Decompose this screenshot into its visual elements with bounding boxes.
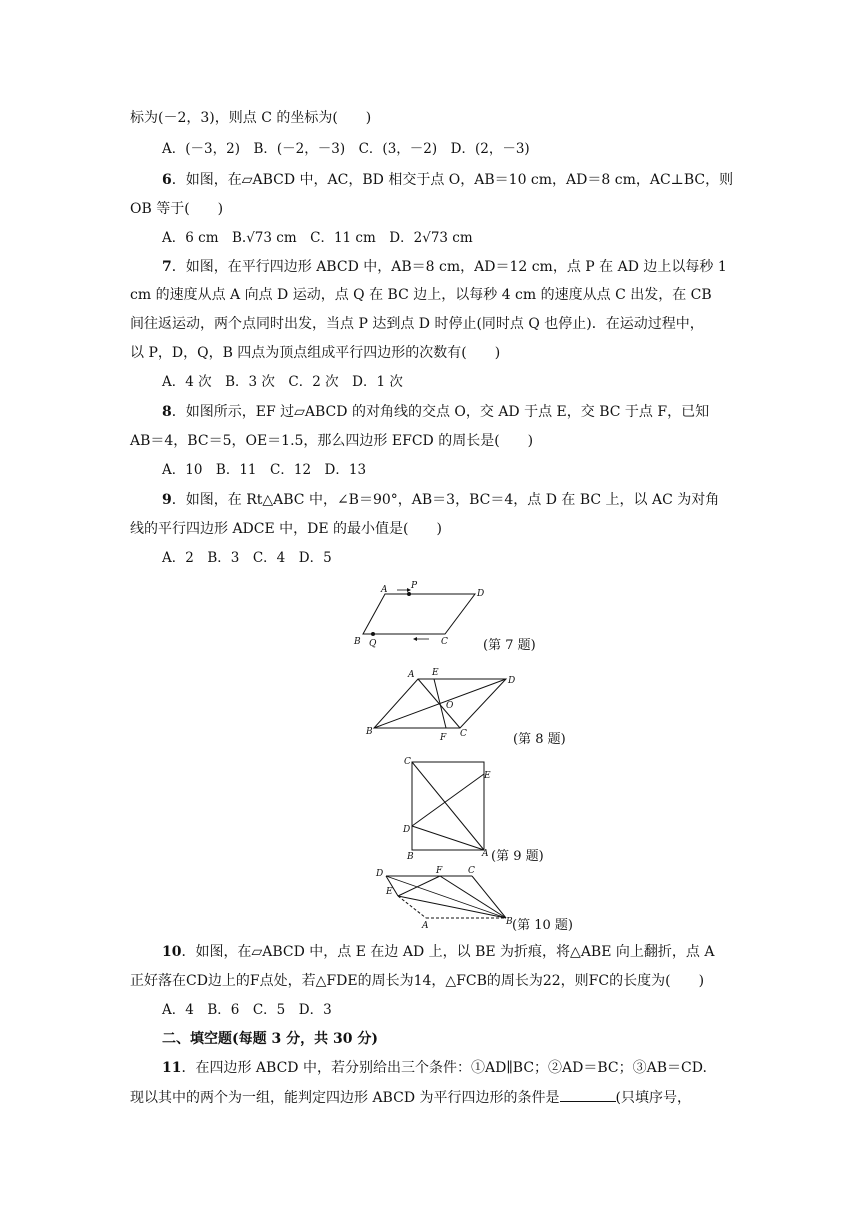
options-q7: A．4 次 B．3 次 C．2 次 D．1 次 [162,374,403,390]
vertex-label: D [508,676,516,686]
vertex-label: O [446,701,454,711]
question-text: ．如图，在 Rt△ABC 中，∠B＝90°，AB＝3，BC＝4，点 D 在 BC 上，以 AC 为对角 [171,492,720,508]
vertex-label: C [441,637,448,647]
vertex-label: A [482,849,489,859]
text-line: 标为(－2，3)，则点 C 的坐标为( ) [130,110,372,126]
question-text: ．如图，在平行四边形 ABCD 中，AB＝8 cm，AD＝12 cm，点 P 在 AD 边上以每秒 1 [171,259,727,275]
text-line: 线的平行四边形 ADCE 中，DE 的最小值是( ) [130,521,442,537]
question-number: 11 [162,1060,182,1076]
figure-10 [368,862,518,932]
question-text: ．如图，在▱ABCD 中，点 E 在边 AD 上，以 BE 为折痕，将△ABE 向上翻折，点 A [181,944,715,960]
question-10 [162,942,762,962]
question-number: 6 [162,172,172,188]
figure-caption: (第 10 题) [512,918,573,933]
vertex-label: B [366,727,373,737]
question-text: ．如图所示，EF 过▱ABCD 的对角线的交点 O，交 AD 于点 E，交 BC 于点 F，已知 [171,404,710,420]
vertex-label: F [440,733,447,743]
vertex-label: C [468,866,475,876]
vertex-label: E [484,771,491,781]
figure-7 [345,578,495,650]
question-number: 8 [162,404,172,420]
text-line [130,1087,730,1108]
question-text: (只填序号， [615,1090,691,1106]
figure-caption: (第 7 题) [483,638,536,653]
question-8 [162,402,762,422]
text-line: 以 P，D，Q，B 四点为顶点组成平行四边形的次数有( ) [130,345,501,361]
options-q9: A．2 B．3 C．4 D．5 [162,550,332,566]
figure-caption: (第 9 题) [491,849,544,864]
vertex-label: P [411,581,418,591]
vertex-label: E [386,887,393,897]
vertex-label: A [381,585,388,595]
text-line: OB 等于( ) [130,201,224,217]
answer-blank [560,1087,616,1102]
question-11 [162,1058,762,1078]
vertex-label: F [436,866,443,876]
question-9 [162,490,762,510]
vertex-label: B [407,852,414,862]
question-text: 现以其中的两个为一组，能判定四边形 ABCD 为平行四边形的条件是 [130,1090,560,1106]
vertex-label: D [376,869,384,879]
options-q5: A．(－3，2) B．(－2，－3) C．(3，－2) D．(2，－3) [162,141,530,157]
question-number: 10 [162,944,182,960]
section-heading: 二、填空题(每题 3 分，共 30 分) [162,1031,378,1047]
question-text: ．在四边形 ABCD 中，若分别给出三个条件：①AD∥BC；②AD＝BC；③AB＝CD. [181,1060,707,1076]
options-q6: A．6 cm B.√73 cm C．11 cm D．2√73 cm [162,230,473,246]
question-number: 7 [162,259,172,275]
text-line: AB＝4，BC＝5，OE＝1.5，那么四边形 EFCD 的周长是( ) [130,433,534,449]
vertex-label: D [477,589,485,599]
vertex-label: C [460,729,467,739]
question-number: 9 [162,492,172,508]
options-q8: A．10 B．11 C．12 D．13 [162,462,367,478]
vertex-label: A [422,921,429,931]
text-line: 间往返运动，两个点同时出发，当点 P 达到点 D 时停止(同时点 Q 也停止)．在运动过程中， [130,316,704,332]
figure-caption: (第 8 题) [513,732,566,747]
options-q10: A．4 B．6 C．5 D．3 [162,1002,332,1018]
question-7 [162,257,762,277]
vertex-label: E [432,668,439,678]
question-6 [162,170,762,190]
vertex-label: A [408,670,415,680]
text-line: cm 的速度从点 A 向点 D 运动，点 Q 在 BC 边上，以每秒 4 cm 的速度从点 C 出发，在 CB [130,287,712,303]
figure-9 [398,752,498,862]
question-text: ．如图，在▱ABCD 中，AC，BD 相交于点 O，AB＝10 cm，AD＝8 cm，AC⊥BC，则 [171,172,734,188]
vertex-label: B [354,637,361,647]
vertex-label: B [506,917,513,927]
figure-8 [362,664,522,744]
text-line: 正好落在CD边上的F点处，若△FDE的周长为14，△FCB的周长为22，则FC的长度为( ) [130,973,705,989]
vertex-label: D [403,825,411,835]
vertex-label: C [404,757,411,767]
vertex-label: Q [369,639,377,649]
